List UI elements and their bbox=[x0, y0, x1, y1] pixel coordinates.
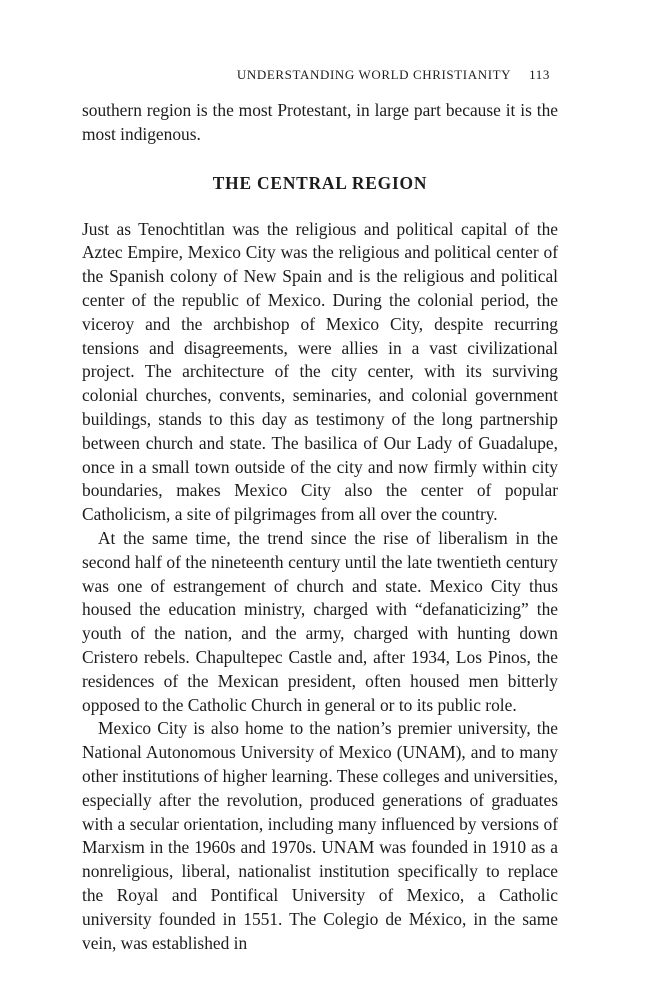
body-paragraph-1: Just as Tenochtitlan was the religious and political capital of the Aztec Empire, Mexico City was the religious and political center of the Spanish colony of New Spain and is the religious and political center of the republic of Mexico. During the colonial period, the viceroy and the archbishop of Mexico City, despite recurring tensions and disagreements, were allies in a vast civilizational project. The architecture of the city center, with its surviving colonial churches, convents, seminaries, and colonial government buildings, stands to this day as testimony of the long partnership between church and state. The basilica of Our Lady of Guadalupe, once in a small town outside of the city and now firmly within city boundaries, makes Mexico City also the center of popular Catholicism, a site of pilgrimages from all over the country. bbox=[82, 218, 558, 525]
opening-paragraph: southern region is the most Protestant, in large part because it is the most indigenous. bbox=[82, 100, 558, 144]
page-number: 113 bbox=[529, 67, 550, 82]
section-heading: THE CENTRAL REGION bbox=[212, 172, 428, 193]
running-title: UNDERSTANDING WORLD CHRISTIANITY bbox=[236, 67, 512, 82]
running-header bbox=[82, 66, 558, 84]
body-paragraph-3: Mexico City is also home to the nation’s premier university, the National Autonomous University of Mexico (UNAM), and to many other institutions of higher learning. These colleges and universities, especially after the revolution, produced generations of graduates with a secular orientation, including many influenced by versions of Marxism in the 1960s and 1970s. UNAM was founded in 1910 as a nonreligious, liberal, nationalist institution specifically to replace the Royal and Pontifical University of Mexico, a Catholic university founded in 1551. The Colegio de México, in the same vein, was established in bbox=[82, 718, 558, 953]
body-paragraph-2: At the same time, the trend since the rise of liberalism in the second half of the nineteenth century until the late twentieth century was one of estrangement of church and state. Mexico City thus housed the education ministry, charged with “defanaticizing” the youth of the nation, and the army, charged with hunting down Cristero rebels. Chapultepec Castle and, after 1934, Los Pinos, the residences of the Mexican president, often housed men bitterly opposed to the Catholic Church in general or to its public role. bbox=[82, 527, 558, 715]
